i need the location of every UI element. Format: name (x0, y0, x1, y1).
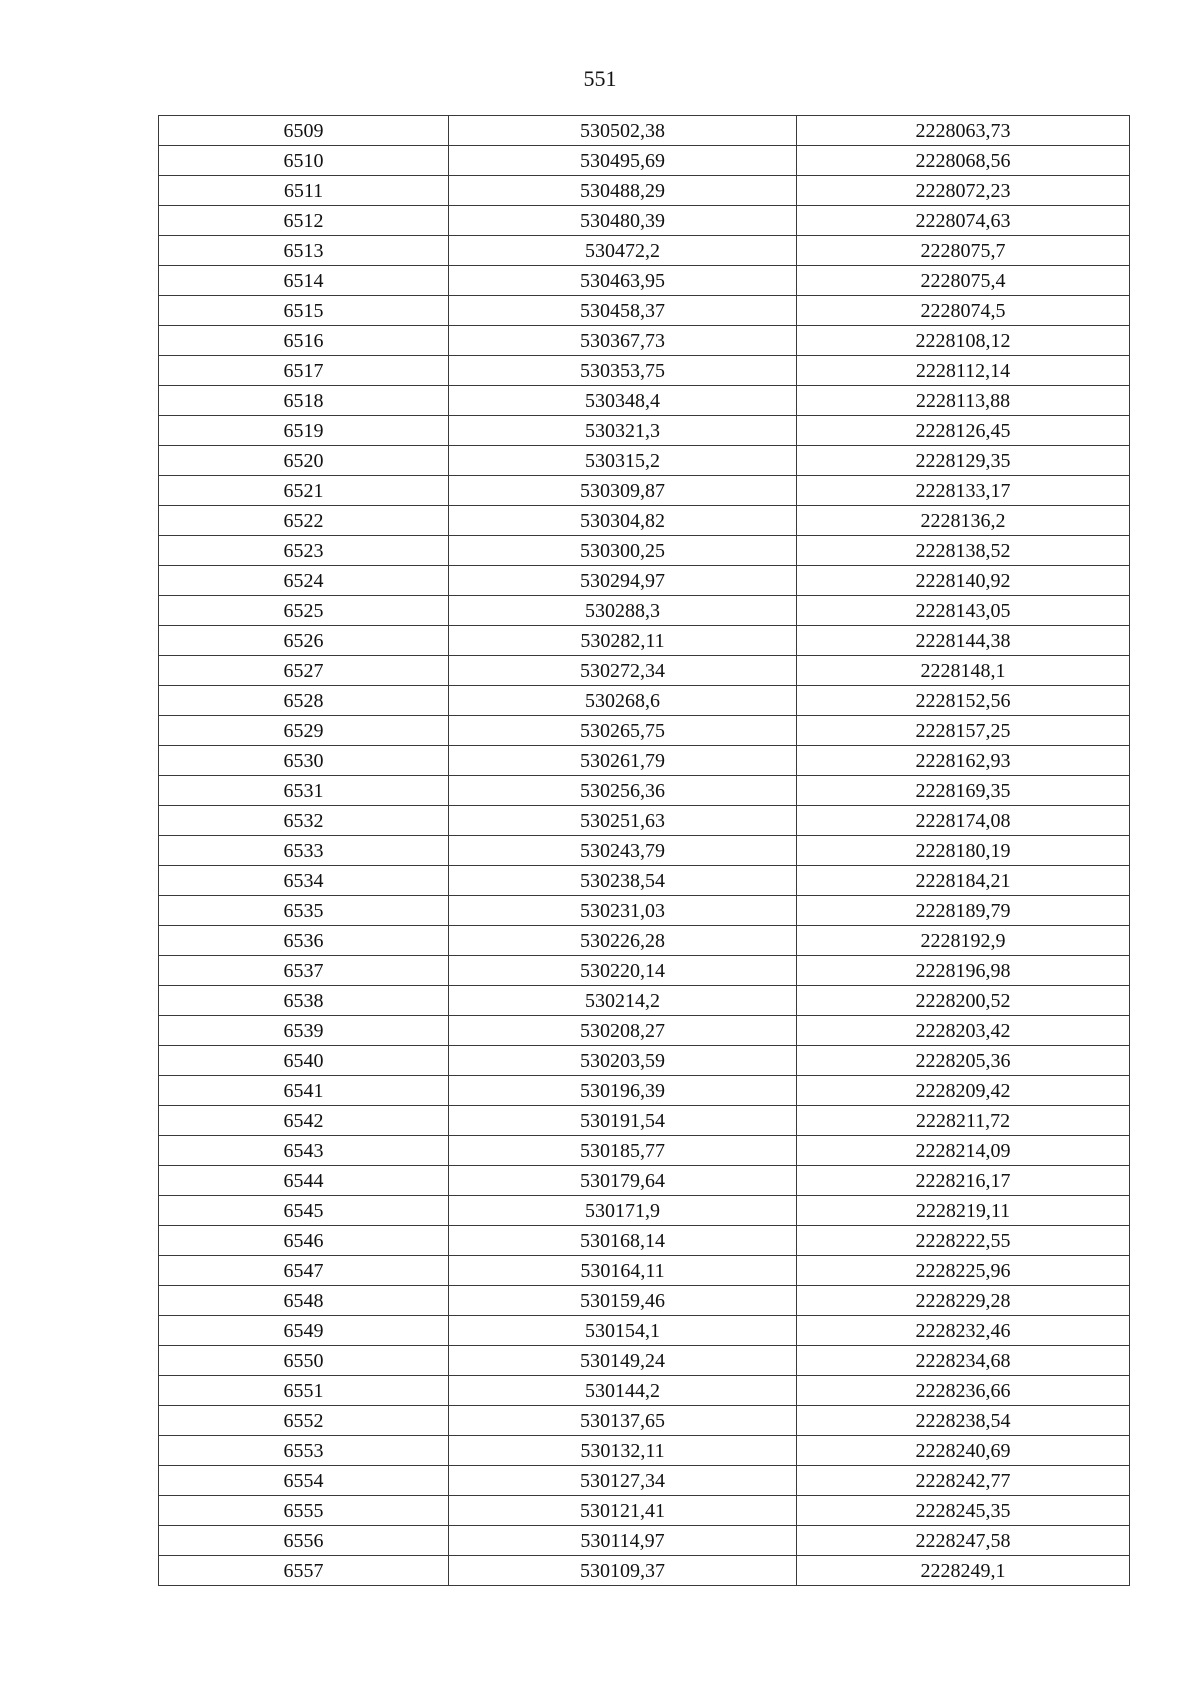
x-coordinate-cell: 530304,82 (449, 506, 797, 536)
table-row (159, 146, 1130, 176)
y-coordinate-cell: 2228143,05 (797, 596, 1130, 626)
point-number-cell: 6552 (159, 1406, 449, 1436)
y-coordinate-cell: 2228140,92 (797, 566, 1130, 596)
table-row (159, 416, 1130, 446)
point-number-cell: 6534 (159, 866, 449, 896)
x-coordinate-cell: 530196,39 (449, 1076, 797, 1106)
x-coordinate-cell: 530208,27 (449, 1016, 797, 1046)
x-coordinate-cell: 530256,36 (449, 776, 797, 806)
x-coordinate-cell: 530171,9 (449, 1196, 797, 1226)
table-row (159, 266, 1130, 296)
table-row (159, 1406, 1130, 1436)
x-coordinate-cell: 530300,25 (449, 536, 797, 566)
y-coordinate-cell: 2228214,09 (797, 1136, 1130, 1166)
x-coordinate-cell: 530149,24 (449, 1346, 797, 1376)
point-number-cell: 6555 (159, 1496, 449, 1526)
x-coordinate-cell: 530144,2 (449, 1376, 797, 1406)
x-coordinate-cell: 530288,3 (449, 596, 797, 626)
x-coordinate-cell: 530137,65 (449, 1406, 797, 1436)
x-coordinate-cell: 530191,54 (449, 1106, 797, 1136)
point-number-cell: 6521 (159, 476, 449, 506)
table-row (159, 1526, 1130, 1556)
table-row (159, 716, 1130, 746)
y-coordinate-cell: 2228112,14 (797, 356, 1130, 386)
y-coordinate-cell: 2228157,25 (797, 716, 1130, 746)
point-number-cell: 6515 (159, 296, 449, 326)
x-coordinate-cell: 530502,38 (449, 116, 797, 146)
table-row (159, 1016, 1130, 1046)
table-row (159, 1466, 1130, 1496)
x-coordinate-cell: 530226,28 (449, 926, 797, 956)
x-coordinate-cell: 530315,2 (449, 446, 797, 476)
point-number-cell: 6510 (159, 146, 449, 176)
x-coordinate-cell: 530480,39 (449, 206, 797, 236)
table-row (159, 446, 1130, 476)
table-row (159, 326, 1130, 356)
point-number-cell: 6518 (159, 386, 449, 416)
point-number-cell: 6539 (159, 1016, 449, 1046)
table-row (159, 1166, 1130, 1196)
point-number-cell: 6551 (159, 1376, 449, 1406)
table-row (159, 1256, 1130, 1286)
y-coordinate-cell: 2228075,4 (797, 266, 1130, 296)
table-row (159, 626, 1130, 656)
x-coordinate-cell: 530127,34 (449, 1466, 797, 1496)
point-number-cell: 6546 (159, 1226, 449, 1256)
point-number-cell: 6531 (159, 776, 449, 806)
point-number-cell: 6554 (159, 1466, 449, 1496)
x-coordinate-cell: 530114,97 (449, 1526, 797, 1556)
table-row (159, 1316, 1130, 1346)
point-number-cell: 6544 (159, 1166, 449, 1196)
point-number-cell: 6533 (159, 836, 449, 866)
x-coordinate-cell: 530472,2 (449, 236, 797, 266)
point-number-cell: 6520 (159, 446, 449, 476)
x-coordinate-cell: 530367,73 (449, 326, 797, 356)
table-row (159, 896, 1130, 926)
y-coordinate-cell: 2228192,9 (797, 926, 1130, 956)
page-number: 551 (583, 66, 617, 91)
table-row (159, 1226, 1130, 1256)
y-coordinate-cell: 2228200,52 (797, 986, 1130, 1016)
x-coordinate-cell: 530154,1 (449, 1316, 797, 1346)
table-row (159, 596, 1130, 626)
point-number-cell: 6514 (159, 266, 449, 296)
table-row (159, 686, 1130, 716)
y-coordinate-cell: 2228072,23 (797, 176, 1130, 206)
x-coordinate-cell: 530179,64 (449, 1166, 797, 1196)
table-row (159, 926, 1130, 956)
table-row (159, 386, 1130, 416)
x-coordinate-cell: 530282,11 (449, 626, 797, 656)
point-number-cell: 6509 (159, 116, 449, 146)
table-row (159, 656, 1130, 686)
table-row (159, 536, 1130, 566)
point-number-cell: 6543 (159, 1136, 449, 1166)
point-number-cell: 6529 (159, 716, 449, 746)
y-coordinate-cell: 2228203,42 (797, 1016, 1130, 1046)
y-coordinate-cell: 2228113,88 (797, 386, 1130, 416)
x-coordinate-cell: 530309,87 (449, 476, 797, 506)
y-coordinate-cell: 2228144,38 (797, 626, 1130, 656)
y-coordinate-cell: 2228209,42 (797, 1076, 1130, 1106)
x-coordinate-cell: 530348,4 (449, 386, 797, 416)
x-coordinate-cell: 530488,29 (449, 176, 797, 206)
table-row (159, 1346, 1130, 1376)
point-number-cell: 6513 (159, 236, 449, 266)
point-number-cell: 6528 (159, 686, 449, 716)
x-coordinate-cell: 530203,59 (449, 1046, 797, 1076)
point-number-cell: 6545 (159, 1196, 449, 1226)
x-coordinate-cell: 530265,75 (449, 716, 797, 746)
y-coordinate-cell: 2228126,45 (797, 416, 1130, 446)
y-coordinate-cell: 2228108,12 (797, 326, 1130, 356)
point-number-cell: 6511 (159, 176, 449, 206)
table-row (159, 476, 1130, 506)
y-coordinate-cell: 2228162,93 (797, 746, 1130, 776)
x-coordinate-cell: 530132,11 (449, 1436, 797, 1466)
y-coordinate-cell: 2228249,1 (797, 1556, 1130, 1586)
x-coordinate-cell: 530463,95 (449, 266, 797, 296)
table-row (159, 1136, 1130, 1166)
table-row (159, 296, 1130, 326)
point-number-cell: 6538 (159, 986, 449, 1016)
table-row (159, 1076, 1130, 1106)
x-coordinate-cell: 530159,46 (449, 1286, 797, 1316)
point-number-cell: 6517 (159, 356, 449, 386)
y-coordinate-cell: 2228136,2 (797, 506, 1130, 536)
table-row (159, 836, 1130, 866)
table-row (159, 776, 1130, 806)
x-coordinate-cell: 530261,79 (449, 746, 797, 776)
y-coordinate-cell: 2228234,68 (797, 1346, 1130, 1376)
point-number-cell: 6524 (159, 566, 449, 596)
table-row (159, 1556, 1130, 1586)
point-number-cell: 6542 (159, 1106, 449, 1136)
point-number-cell: 6553 (159, 1436, 449, 1466)
y-coordinate-cell: 2228074,5 (797, 296, 1130, 326)
y-coordinate-cell: 2228189,79 (797, 896, 1130, 926)
y-coordinate-cell: 2228075,7 (797, 236, 1130, 266)
y-coordinate-cell: 2228138,52 (797, 536, 1130, 566)
y-coordinate-cell: 2228245,35 (797, 1496, 1130, 1526)
table-row (159, 506, 1130, 536)
x-coordinate-cell: 530168,14 (449, 1226, 797, 1256)
x-coordinate-cell: 530231,03 (449, 896, 797, 926)
point-number-cell: 6548 (159, 1286, 449, 1316)
point-number-cell: 6550 (159, 1346, 449, 1376)
y-coordinate-cell: 2228129,35 (797, 446, 1130, 476)
table-row (159, 746, 1130, 776)
x-coordinate-cell: 530272,34 (449, 656, 797, 686)
y-coordinate-cell: 2228174,08 (797, 806, 1130, 836)
y-coordinate-cell: 2228211,72 (797, 1106, 1130, 1136)
x-coordinate-cell: 530458,37 (449, 296, 797, 326)
y-coordinate-cell: 2228216,17 (797, 1166, 1130, 1196)
table-row (159, 206, 1130, 236)
x-coordinate-cell: 530164,11 (449, 1256, 797, 1286)
point-number-cell: 6525 (159, 596, 449, 626)
y-coordinate-cell: 2228180,19 (797, 836, 1130, 866)
point-number-cell: 6556 (159, 1526, 449, 1556)
y-coordinate-cell: 2228205,36 (797, 1046, 1130, 1076)
x-coordinate-cell: 530109,37 (449, 1556, 797, 1586)
y-coordinate-cell: 2228219,11 (797, 1196, 1130, 1226)
y-coordinate-cell: 2228133,17 (797, 476, 1130, 506)
table-row (159, 1196, 1130, 1226)
table-row (159, 1436, 1130, 1466)
coordinates-table-body (159, 116, 1130, 1586)
table-row (159, 1046, 1130, 1076)
table-row (159, 236, 1130, 266)
x-coordinate-cell: 530495,69 (449, 146, 797, 176)
table-row (159, 566, 1130, 596)
y-coordinate-cell: 2228068,56 (797, 146, 1130, 176)
x-coordinate-cell: 530220,14 (449, 956, 797, 986)
x-coordinate-cell: 530185,77 (449, 1136, 797, 1166)
point-number-cell: 6519 (159, 416, 449, 446)
point-number-cell: 6536 (159, 926, 449, 956)
table-row (159, 116, 1130, 146)
y-coordinate-cell: 2228148,1 (797, 656, 1130, 686)
table-row (159, 356, 1130, 386)
point-number-cell: 6532 (159, 806, 449, 836)
point-number-cell: 6549 (159, 1316, 449, 1346)
point-number-cell: 6512 (159, 206, 449, 236)
table-row (159, 176, 1130, 206)
point-number-cell: 6541 (159, 1076, 449, 1106)
x-coordinate-cell: 530121,41 (449, 1496, 797, 1526)
table-row (159, 1376, 1130, 1406)
y-coordinate-cell: 2228225,96 (797, 1256, 1130, 1286)
point-number-cell: 6526 (159, 626, 449, 656)
x-coordinate-cell: 530294,97 (449, 566, 797, 596)
point-number-cell: 6537 (159, 956, 449, 986)
x-coordinate-cell: 530251,63 (449, 806, 797, 836)
table-row (159, 866, 1130, 896)
table-row (159, 1496, 1130, 1526)
x-coordinate-cell: 530238,54 (449, 866, 797, 896)
point-number-cell: 6530 (159, 746, 449, 776)
x-coordinate-cell: 530214,2 (449, 986, 797, 1016)
y-coordinate-cell: 2228247,58 (797, 1526, 1130, 1556)
x-coordinate-cell: 530321,3 (449, 416, 797, 446)
point-number-cell: 6522 (159, 506, 449, 536)
point-number-cell: 6523 (159, 536, 449, 566)
table-row (159, 956, 1130, 986)
table-row (159, 806, 1130, 836)
y-coordinate-cell: 2228196,98 (797, 956, 1130, 986)
y-coordinate-cell: 2228240,69 (797, 1436, 1130, 1466)
table-row (159, 1286, 1130, 1316)
y-coordinate-cell: 2228238,54 (797, 1406, 1130, 1436)
point-number-cell: 6516 (159, 326, 449, 356)
point-number-cell: 6557 (159, 1556, 449, 1586)
table-row (159, 986, 1130, 1016)
point-number-cell: 6540 (159, 1046, 449, 1076)
y-coordinate-cell: 2228232,46 (797, 1316, 1130, 1346)
point-number-cell: 6527 (159, 656, 449, 686)
coordinates-table (158, 115, 1130, 1586)
table-row (159, 1106, 1130, 1136)
point-number-cell: 6535 (159, 896, 449, 926)
x-coordinate-cell: 530243,79 (449, 836, 797, 866)
x-coordinate-cell: 530268,6 (449, 686, 797, 716)
y-coordinate-cell: 2228184,21 (797, 866, 1130, 896)
y-coordinate-cell: 2228152,56 (797, 686, 1130, 716)
y-coordinate-cell: 2228222,55 (797, 1226, 1130, 1256)
point-number-cell: 6547 (159, 1256, 449, 1286)
y-coordinate-cell: 2228229,28 (797, 1286, 1130, 1316)
y-coordinate-cell: 2228242,77 (797, 1466, 1130, 1496)
y-coordinate-cell: 2228236,66 (797, 1376, 1130, 1406)
y-coordinate-cell: 2228169,35 (797, 776, 1130, 806)
x-coordinate-cell: 530353,75 (449, 356, 797, 386)
y-coordinate-cell: 2228074,63 (797, 206, 1130, 236)
y-coordinate-cell: 2228063,73 (797, 116, 1130, 146)
